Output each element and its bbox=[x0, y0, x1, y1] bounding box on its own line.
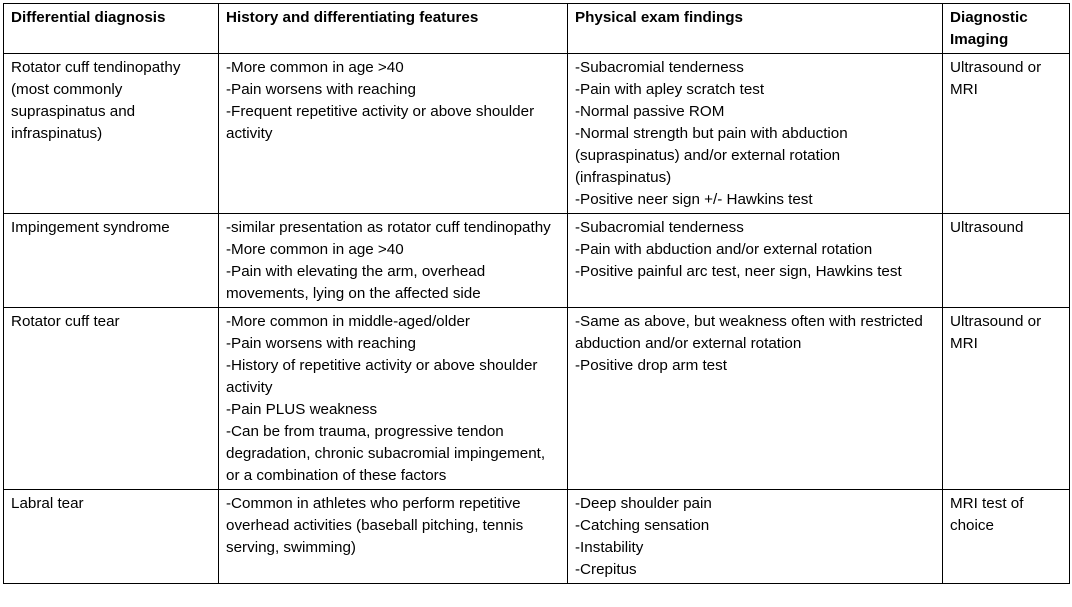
differential-diagnosis-table bbox=[3, 3, 1070, 584]
table-row bbox=[4, 308, 1070, 490]
exam-item: -Deep shoulder pain bbox=[575, 495, 712, 512]
imaging-cell: MRI test of choice bbox=[943, 490, 1070, 584]
history-cell bbox=[219, 308, 568, 490]
table-row bbox=[4, 490, 1070, 584]
diagnosis-cell: Rotator cuff tear bbox=[4, 308, 219, 490]
history-item: -Pain worsens with reaching bbox=[226, 335, 416, 352]
imaging-cell: Ultrasound or MRI bbox=[943, 308, 1070, 490]
history-item: -Pain with elevating the arm, overhead movements, lying on the affected side bbox=[226, 263, 486, 302]
table-row bbox=[4, 54, 1070, 214]
imaging-cell: Ultrasound bbox=[943, 214, 1070, 308]
table-row bbox=[4, 214, 1070, 308]
diagnosis-cell: Rotator cuff tendinopathy (most commonly supraspinatus and infraspinatus) bbox=[4, 54, 219, 214]
exam-item: -Subacromial tenderness bbox=[575, 219, 744, 236]
history-item: -More common in middle-aged/older bbox=[226, 313, 470, 330]
exam-item: -Positive painful arc test, neer sign, Hawkins test bbox=[575, 263, 902, 280]
exam-item: -Instability bbox=[575, 539, 644, 556]
header-diagnostic-imaging: Diagnostic Imaging bbox=[943, 4, 1070, 54]
table-header-row bbox=[4, 4, 1070, 54]
exam-item: -Pain with apley scratch test bbox=[575, 81, 765, 98]
history-item: -similar presentation as rotator cuff tendinopathy bbox=[226, 219, 551, 236]
exam-cell bbox=[568, 54, 943, 214]
imaging-cell: Ultrasound or MRI bbox=[943, 54, 1070, 214]
history-item: -Frequent repetitive activity or above shoulder activity bbox=[226, 103, 535, 142]
header-history: History and differentiating features bbox=[219, 4, 568, 54]
header-differential-diagnosis: Differential diagnosis bbox=[4, 4, 219, 54]
history-item: -More common in age >40 bbox=[226, 59, 404, 76]
exam-item: -Normal strength but pain with abduction (supraspinatus) and/or external rotation (infraspinatus) bbox=[575, 125, 848, 186]
history-item: -History of repetitive activity or above shoulder activity bbox=[226, 357, 538, 396]
diagnosis-cell: Impingement syndrome bbox=[4, 214, 219, 308]
exam-cell bbox=[568, 308, 943, 490]
history-cell bbox=[219, 214, 568, 308]
history-cell bbox=[219, 490, 568, 584]
exam-cell bbox=[568, 490, 943, 584]
exam-item: -Positive drop arm test bbox=[575, 357, 727, 374]
history-item: -Can be from trauma, progressive tendon degradation, chronic subacromial impingement, or a combination of these factors bbox=[226, 423, 546, 484]
history-item: -More common in age >40 bbox=[226, 241, 404, 258]
history-item: -Pain worsens with reaching bbox=[226, 81, 416, 98]
history-item: -Pain PLUS weakness bbox=[226, 401, 378, 418]
exam-cell bbox=[568, 214, 943, 308]
diagnosis-cell: Labral tear bbox=[4, 490, 219, 584]
exam-item: -Pain with abduction and/or external rotation bbox=[575, 241, 873, 258]
history-item: -Common in athletes who perform repetitive overhead activities (baseball pitching, tennis serving, swimming) bbox=[226, 495, 524, 556]
exam-item: -Catching sensation bbox=[575, 517, 710, 534]
exam-item: -Positive neer sign +/- Hawkins test bbox=[575, 191, 813, 208]
exam-item: -Same as above, but weakness often with restricted abduction and/or external rotation bbox=[575, 313, 923, 352]
header-physical-exam: Physical exam findings bbox=[568, 4, 943, 54]
exam-item: -Normal passive ROM bbox=[575, 103, 725, 120]
history-cell bbox=[219, 54, 568, 214]
exam-item: -Subacromial tenderness bbox=[575, 59, 744, 76]
exam-item: -Crepitus bbox=[575, 561, 637, 578]
